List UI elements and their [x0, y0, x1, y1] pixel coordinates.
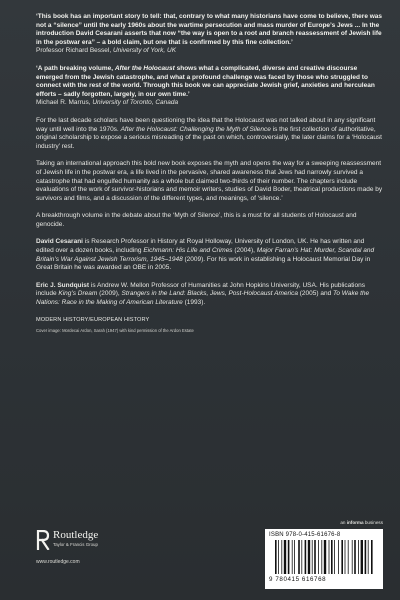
review-author: Michael R. Marrus,	[36, 99, 93, 107]
barcode-icon	[269, 540, 379, 576]
publisher-website[interactable]: www.routledge.com	[36, 559, 80, 565]
cover-image-credit: Cover image: Mordecai Ardon, Sarah (1947) with kind permission of the Ardon Estate	[36, 327, 194, 333]
review-quote: ‘A path breaking volume, After the Holocaust shows what a complicated, diverse and creative discourse emerged from the Jewish catastrophe, and what a profound challenge was faced by those who struggled to connect with the rest of the world. Through this book we can appreciate Jewish grief, anxieties and herculean efforts – sadly forgotten, largely, in our own time.’	[36, 64, 375, 98]
barcode-digits: 9 780415 616768	[269, 576, 327, 583]
review-affiliation: University of Toronto, Canada	[92, 99, 179, 107]
isbn-number: ISBN 978-0-415-61676-8	[269, 532, 341, 538]
review-affiliation: University of York, UK	[112, 47, 177, 55]
subject-category: MODERN HISTORY/EUROPEAN HISTORY	[36, 316, 150, 323]
informa-tagline: an informa business	[340, 520, 383, 525]
description-paragraph: Taking an international approach this bold new book exposes the myth and opens the way for a sweeping reassessment of Jewish life in the postwar era, a life lived in the pervasive, shared awareness that Jews had narrowly survived a catastrophe that had engulfed humanity as a whole but claimed two-thirds of their number. The chapters include evaluations of the work of survivor-historians and memoir writers, studies of David Boder, theatrical productions made by survivors and films, and a discussion of the different types, and meanings, of ‘silence.’	[36, 160, 383, 202]
review-bessel	[36, 13, 383, 56]
book-description	[36, 117, 383, 308]
review-quote: ‘This book has an important story to tell: that, contrary to what many historians have come to believe, there was not a “silence” until the early 1960s about the wartime persecution and mass murder of Europe’s Jews ... In the introduction David Cesarani asserts that now “the way is open to a root and branch reassessment of Jewish life in the postwar era” – a bold claim, but one that is confirmed by this fine collection.’	[36, 13, 383, 46]
editor-name: Eric J. Sundquist	[36, 281, 90, 289]
editor-bio-cesarani: David Cesarani is Research Professor in History at Royal Holloway, University of London, UK. He has written and edited over a dozen books, including Eichmann: His Life and Crimes (2004), Major Farran’s Hat: Murder, Scandal and Britain’s War Against Jewish Terrorism, 1945–1948 (2009). For his work in establishing a Holocaust Memorial Day in Great Britain he was awarded an OBE in 2005.	[36, 238, 375, 272]
publisher-name: Routledge	[53, 529, 99, 541]
review-author: Professor Richard Bessel,	[36, 47, 113, 55]
editor-name: David Cesarani	[36, 238, 83, 246]
publisher-group: Taylor & Francis Group	[53, 542, 98, 547]
isbn-barcode-panel	[265, 529, 383, 589]
description-paragraph: A breakthrough volume in the debate about the ‘Myth of Silence’, this is a must for all students of Holocaust and genocide.	[36, 212, 357, 228]
routledge-r-icon	[36, 530, 50, 550]
description-paragraph: For the last decade scholars have been questioning the idea that the Holocaust was not talked about in any significant way until well into the 1970s. After the Holocaust: Challenging the Myth of Silence is the first collection of authoritative, original scholarship to expose a serious misreading of the past on which, controversially, the later claims for a ‘Holocaust industry’ rest.	[36, 116, 382, 150]
book-title: After the Holocaust: Challenging the Myth of Silence	[120, 125, 271, 133]
publisher-footer	[36, 520, 383, 590]
publisher-logo	[36, 530, 98, 550]
review-marrus	[36, 65, 383, 108]
editor-bio-sundquist: Eric J. Sundquist is Andrew W. Mellon Professor of Humanities at John Hopkins University, USA. His publications include King’s Dream (2009), Strangers in the Land: Blacks, Jews, Post-Holocaust America (2005) and To Wake the Nations: Race in the Making of American Literature (1993).	[36, 281, 370, 307]
informa-brand: informa	[346, 520, 364, 525]
book-title: After the Holocaust	[114, 64, 175, 72]
